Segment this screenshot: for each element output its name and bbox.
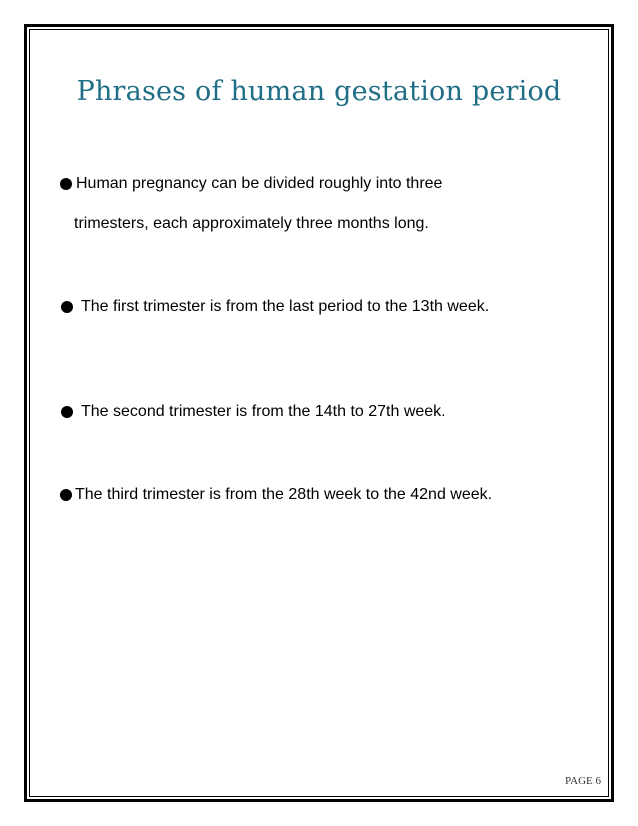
bullet-dot-icon [61, 406, 73, 418]
bullet-line: The third trimester is from the 28th week to the 42nd week. [75, 486, 493, 503]
page-number: PAGE 6 [565, 775, 601, 787]
bullet-item-1 [52, 174, 592, 234]
bullet-item-2 [52, 297, 592, 319]
bullet-line: The first trimester is from the last period to the 13th week. [81, 298, 490, 315]
bullet-dot-icon [61, 301, 73, 313]
bullet-line: trimesters, each approximately three months long. [74, 215, 429, 232]
bullet-line: The second trimester is from the 14th to 27th week. [81, 403, 446, 420]
bullet-line: Human pregnancy can be divided roughly into three [76, 175, 443, 192]
bullet-item-3 [52, 402, 592, 424]
page-title: Phrases of human gestation period [76, 76, 562, 107]
bullet-dot-icon [60, 489, 72, 501]
bullet-item-4 [52, 485, 592, 507]
bullet-dot-icon [60, 178, 72, 190]
